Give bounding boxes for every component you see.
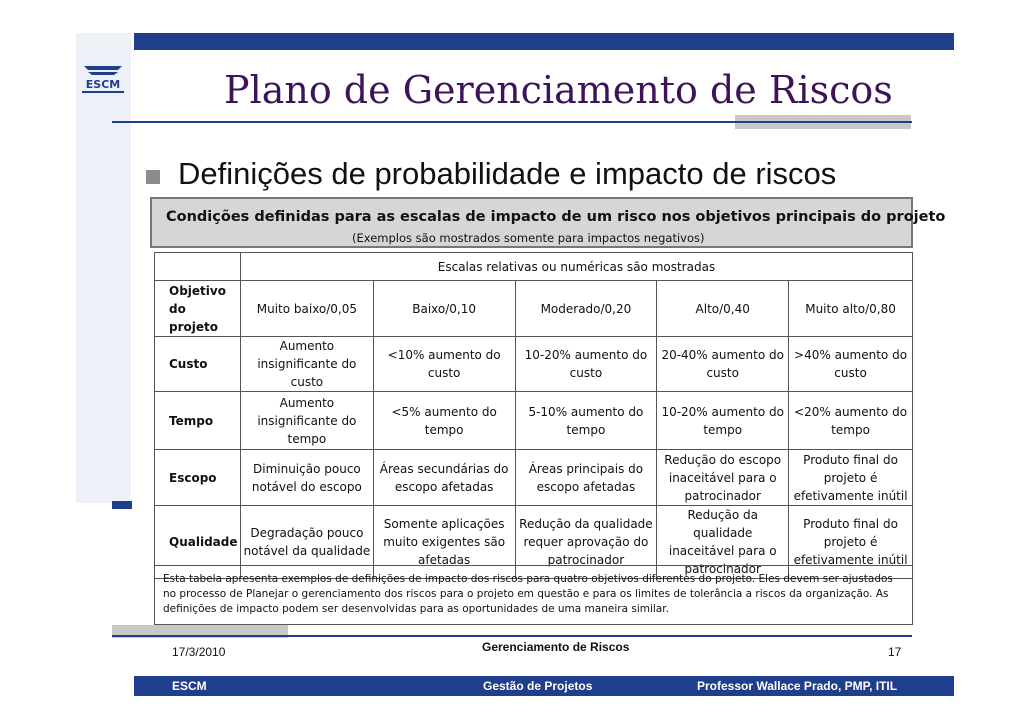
footer-org: ESCM — [172, 679, 207, 693]
level-cell: Muito baixo/0,05 — [240, 281, 373, 337]
impact-cell: <5% aumento do tempo — [373, 392, 515, 450]
footer-date: 17/3/2010 — [172, 645, 226, 659]
bullet-text: Definições de probabilidade e impacto de riscos — [178, 156, 837, 191]
impact-cell: Redução da qualidade inaceitável para o patrocinador — [657, 506, 789, 579]
table-note: Esta tabela apresenta exemplos de definições de impacto dos riscos para quatro objetivos diferentes do projeto. Eles devem ser ajustados no processo de Planejar o gerenciamento dos riscos para o projeto em questão e para os limites de tolerância a riscos da organização. As definições de impacto podem ser desenvolvidas para as oportunidades de uma maneira similar. — [154, 565, 913, 625]
impact-cell: Degradação pouco notável da qualidade — [240, 506, 373, 579]
impact-table — [154, 252, 913, 579]
escm-logo — [78, 60, 128, 96]
level-cell: Alto/0,40 — [657, 281, 789, 337]
level-cell: Muito alto/0,80 — [789, 281, 913, 337]
impact-cell: Áreas principais do escopo afetadas — [515, 450, 657, 506]
footer-divider — [112, 635, 912, 637]
bullet-marker — [146, 170, 160, 184]
page-number: 17 — [888, 645, 902, 659]
table-corner-cell — [155, 253, 241, 281]
title-divider — [112, 121, 912, 123]
objective-header: Objetivo do projeto — [155, 281, 241, 337]
impact-table-figure — [150, 197, 946, 627]
impact-cell: Redução da qualidade requer aprovação do patrocinador — [515, 506, 657, 579]
impact-cell: Áreas secundárias do escopo afetadas — [373, 450, 515, 506]
impact-cell: Produto final do projeto é efetivamente inútil — [789, 450, 913, 506]
level-cell: Moderado/0,20 — [515, 281, 657, 337]
table-row — [155, 392, 913, 450]
impact-cell: Redução do escopo inaceitável para o patrocinador — [657, 450, 789, 506]
impact-cell: >40% aumento do custo — [789, 337, 913, 392]
table-title-box — [150, 197, 946, 248]
impact-cell: 10-20% aumento do custo — [515, 337, 657, 392]
table-row — [155, 337, 913, 392]
impact-cell: 10-20% aumento do tempo — [657, 392, 789, 450]
objective-label: Qualidade — [155, 506, 241, 579]
logo-text: ESCM — [85, 78, 121, 91]
table-header-row — [155, 253, 913, 281]
impact-cell: Aumento insignificante do custo — [240, 337, 373, 392]
objective-label: Custo — [155, 337, 241, 392]
slide-title: Plano de Gerenciamento de Riscos — [224, 68, 893, 112]
impact-cell: Produto final do projeto é efetivamente inútil — [789, 506, 913, 579]
footer-course: Gestão de Projetos — [483, 679, 593, 693]
objective-label: Escopo — [155, 450, 241, 506]
table-subtitle: (Exemplos são mostrados somente para impactos negativos) — [352, 231, 705, 245]
impact-cell: Diminuição pouco notável do escopo — [240, 450, 373, 506]
left-side-panel — [76, 33, 131, 503]
level-cell: Baixo/0,10 — [373, 281, 515, 337]
impact-cell: Aumento insignificante do tempo — [240, 392, 373, 450]
footer-professor: Professor Wallace Prado, PMP, ITIL — [697, 679, 898, 693]
footer-topic: Gerenciamento de Riscos — [482, 640, 630, 654]
top-accent-bar — [134, 33, 954, 50]
table-levels-row — [155, 281, 913, 337]
impact-cell: <10% aumento do custo — [373, 337, 515, 392]
table-row — [155, 450, 913, 506]
scales-header: Escalas relativas ou numéricas são mostradas — [240, 253, 912, 281]
impact-cell: Somente aplicações muito exigentes são afetadas — [373, 506, 515, 579]
impact-cell: 20-40% aumento do custo — [657, 337, 789, 392]
objective-label: Tempo — [155, 392, 241, 450]
left-panel-accent — [112, 501, 132, 509]
table-title: Condições definidas para as escalas de impacto de um risco nos objetivos principais do projeto — [166, 209, 946, 225]
impact-cell: 5-10% aumento do tempo — [515, 392, 657, 450]
impact-cell: <20% aumento do tempo — [789, 392, 913, 450]
